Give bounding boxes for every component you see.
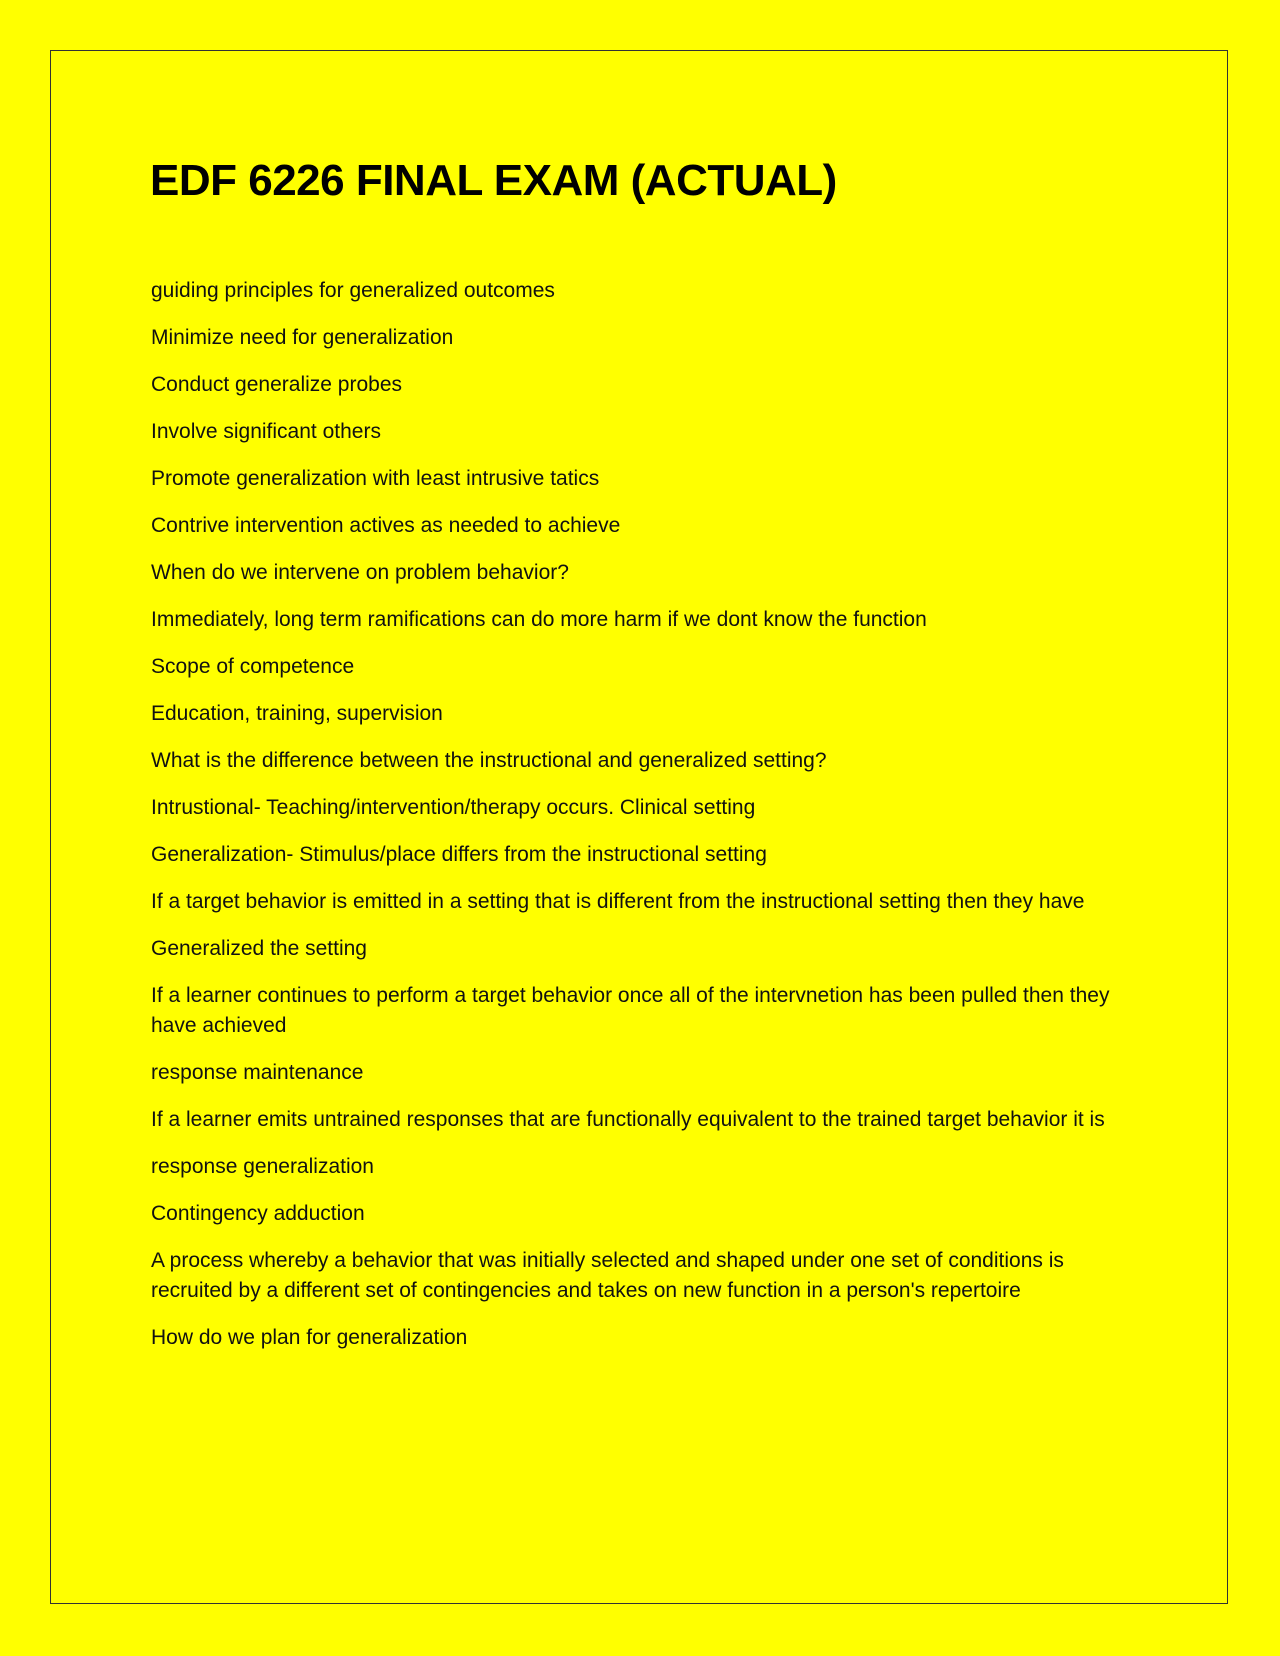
content-line: Minimize need for generalization (151, 326, 454, 349)
content-line: A process whereby a behavior that was initially selected and shaped under one set of conditions is recruited by a different set of contingencies and takes on new function in a person's repertoire (151, 1249, 1064, 1302)
content-line: Involve significant others (151, 420, 381, 443)
content-line: Contrive intervention actives as needed to achieve (151, 514, 621, 537)
content-line: Generalized the setting (151, 937, 367, 960)
content-line: Promote generalization with least intrusive tatics (151, 467, 600, 490)
content-line: guiding principles for generalized outcomes (151, 279, 555, 302)
content-line: How do we plan for generalization (151, 1326, 468, 1349)
content-line: response generalization (151, 1155, 374, 1178)
content-line: Scope of competence (151, 655, 355, 678)
content-line: Contingency adduction (151, 1202, 365, 1225)
content-line: What is the difference between the instructional and generalized setting? (151, 749, 827, 772)
content-line: If a learner emits untrained responses that are functionally equivalent to the trained target behavior it is (151, 1108, 1105, 1131)
content-line: When do we intervene on problem behavior? (151, 561, 569, 584)
content-line: Conduct generalize probes (151, 373, 402, 396)
content-line: Intrustional- Teaching/intervention/therapy occurs. Clinical setting (151, 796, 756, 819)
content-line: If a learner continues to perform a target behavior once all of the intervnetion has been pulled then they have achieved (151, 984, 1110, 1037)
content-lines (151, 276, 1131, 1370)
content-line: response maintenance (151, 1061, 364, 1084)
content-line: Immediately, long term ramifications can do more harm if we dont know the function (151, 608, 927, 631)
content-line: Generalization- Stimulus/place differs from the instructional setting (151, 843, 767, 866)
content-line: If a target behavior is emitted in a setting that is different from the instructional setting then they have (151, 890, 1085, 913)
content-line: Education, training, supervision (151, 702, 443, 725)
document-title: EDF 6226 FINAL EXAM (ACTUAL) (150, 156, 837, 205)
